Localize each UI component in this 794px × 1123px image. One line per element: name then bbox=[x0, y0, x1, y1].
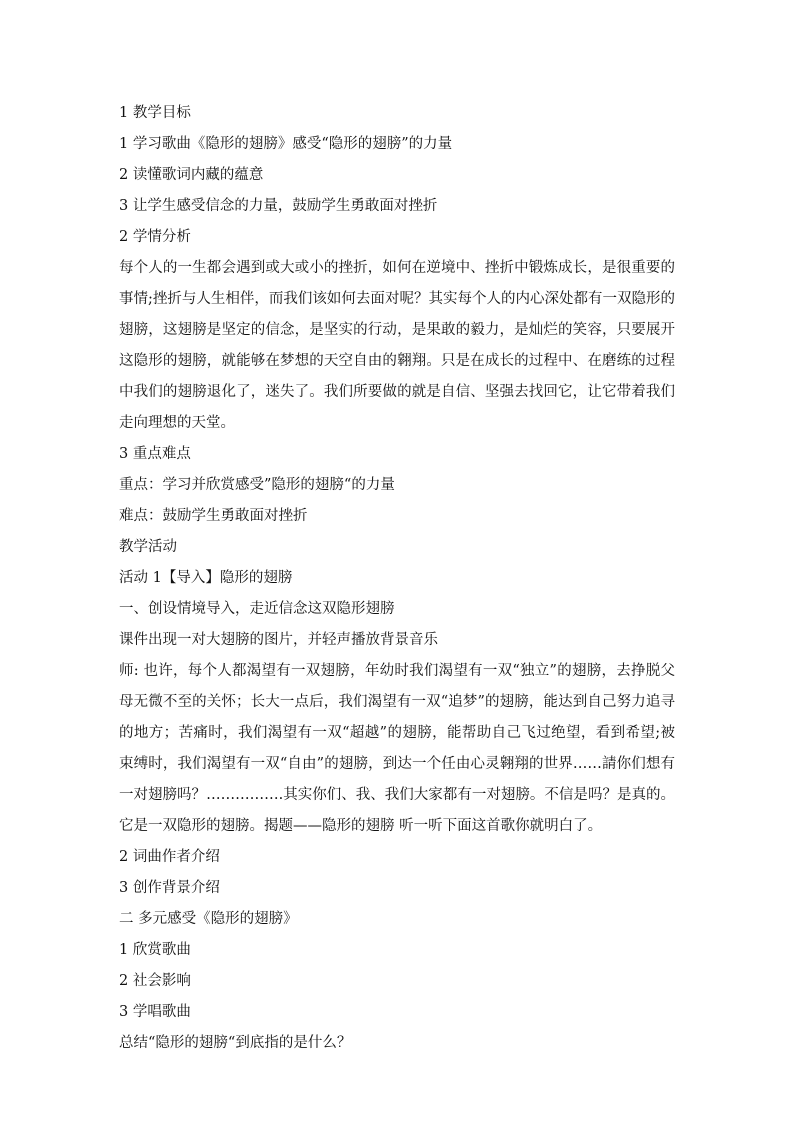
goal-item-1: 1 学习歌曲《隐形的翅膀》感受“隐形的翅膀”的力量 bbox=[119, 136, 453, 152]
teacher-paragraph: 师: 也许，每个人都渴望有一双翅膀，年幼时我们渴望有一双“独立”的翅膀，去挣脱父母无微不至的关怀；长大一点后，我们渴望有一双“追梦”的翅膀，能达到自己努力追寻的地方；苦痛时，我们渴望有一双“超越”的翅膀，能帮助自己飞过绝望，看到希望;被束缚时，我们渴望有一双“自由”的翅膀，到达一个任由心灵翱翔的世界……請你们想有一对翅膀吗？…………….其实你们、我、我们大家都有一对翅膀。不信是吗？是真的。它是一双隐形的翅膀。揭题——隐形的翅膀 听一听下面这首歌你就明白了。 bbox=[119, 663, 675, 834]
item-social-influence: 2 社会影响 bbox=[119, 973, 191, 989]
item-lyricist-intro: 2 词曲作者介绍 bbox=[119, 849, 220, 865]
goal-item-2: 2 读懂歌词内藏的蕴意 bbox=[119, 167, 264, 183]
key-point: 重点：学习并欣赏感受”隐形的翅膀“的力量 bbox=[119, 477, 395, 493]
activity-1-title: 活动 1【导入】隐形的翅膀 bbox=[119, 570, 293, 586]
heading-learning-analysis: 2 学情分析 bbox=[119, 229, 191, 245]
goal-item-3: 3 让学生感受信念的力量，鼓励学生勇敢面对挫折 bbox=[119, 198, 438, 214]
heading-teaching-activities: 教学活动 bbox=[119, 539, 177, 555]
item-background-intro: 3 创作背景介绍 bbox=[119, 880, 220, 896]
section-2-title: 二 多元感受《隐形的翅膀》 bbox=[119, 911, 298, 927]
document-body bbox=[119, 98, 675, 1059]
item-enjoy-song: 1 欣赏歌曲 bbox=[119, 942, 191, 958]
difficult-point: 难点：鼓励学生勇敢面对挫折 bbox=[119, 508, 308, 524]
section-1-title: 一、创设情境导入，走近信念这双隐形翅膀 bbox=[119, 601, 395, 617]
analysis-paragraph: 每个人的一生都会遇到或大或小的挫折，如何在逆境中、挫折中锻炼成长，是很重要的事情;挫折与人生相伴，而我们该如何去面对呢？其实每个人的内心深处都有一双隐形的翅膀，这翅膀是坚定的信念，是坚实的行动，是果敢的毅力，是灿烂的笑容，只要展开这隐形的翅膀，就能够在梦想的天空自由的翱翔。只是在成长的过程中、在磨练的过程中我们的翅膀退化了，迷失了。我们所要做的就是自信、坚强去找回它，让它带着我们走向理想的天堂。 bbox=[119, 260, 675, 431]
summary-question: 总结“隐形的翅膀“到底指的是什么？ bbox=[119, 1035, 352, 1051]
courseware-note: 课件出现一对大翅膀的图片，并轻声播放背景音乐 bbox=[119, 632, 438, 648]
item-learn-singing: 3 学唱歌曲 bbox=[119, 1004, 191, 1020]
heading-key-difficult: 3 重点难点 bbox=[119, 446, 191, 462]
heading-teaching-goals: 1 教学目标 bbox=[119, 105, 191, 121]
